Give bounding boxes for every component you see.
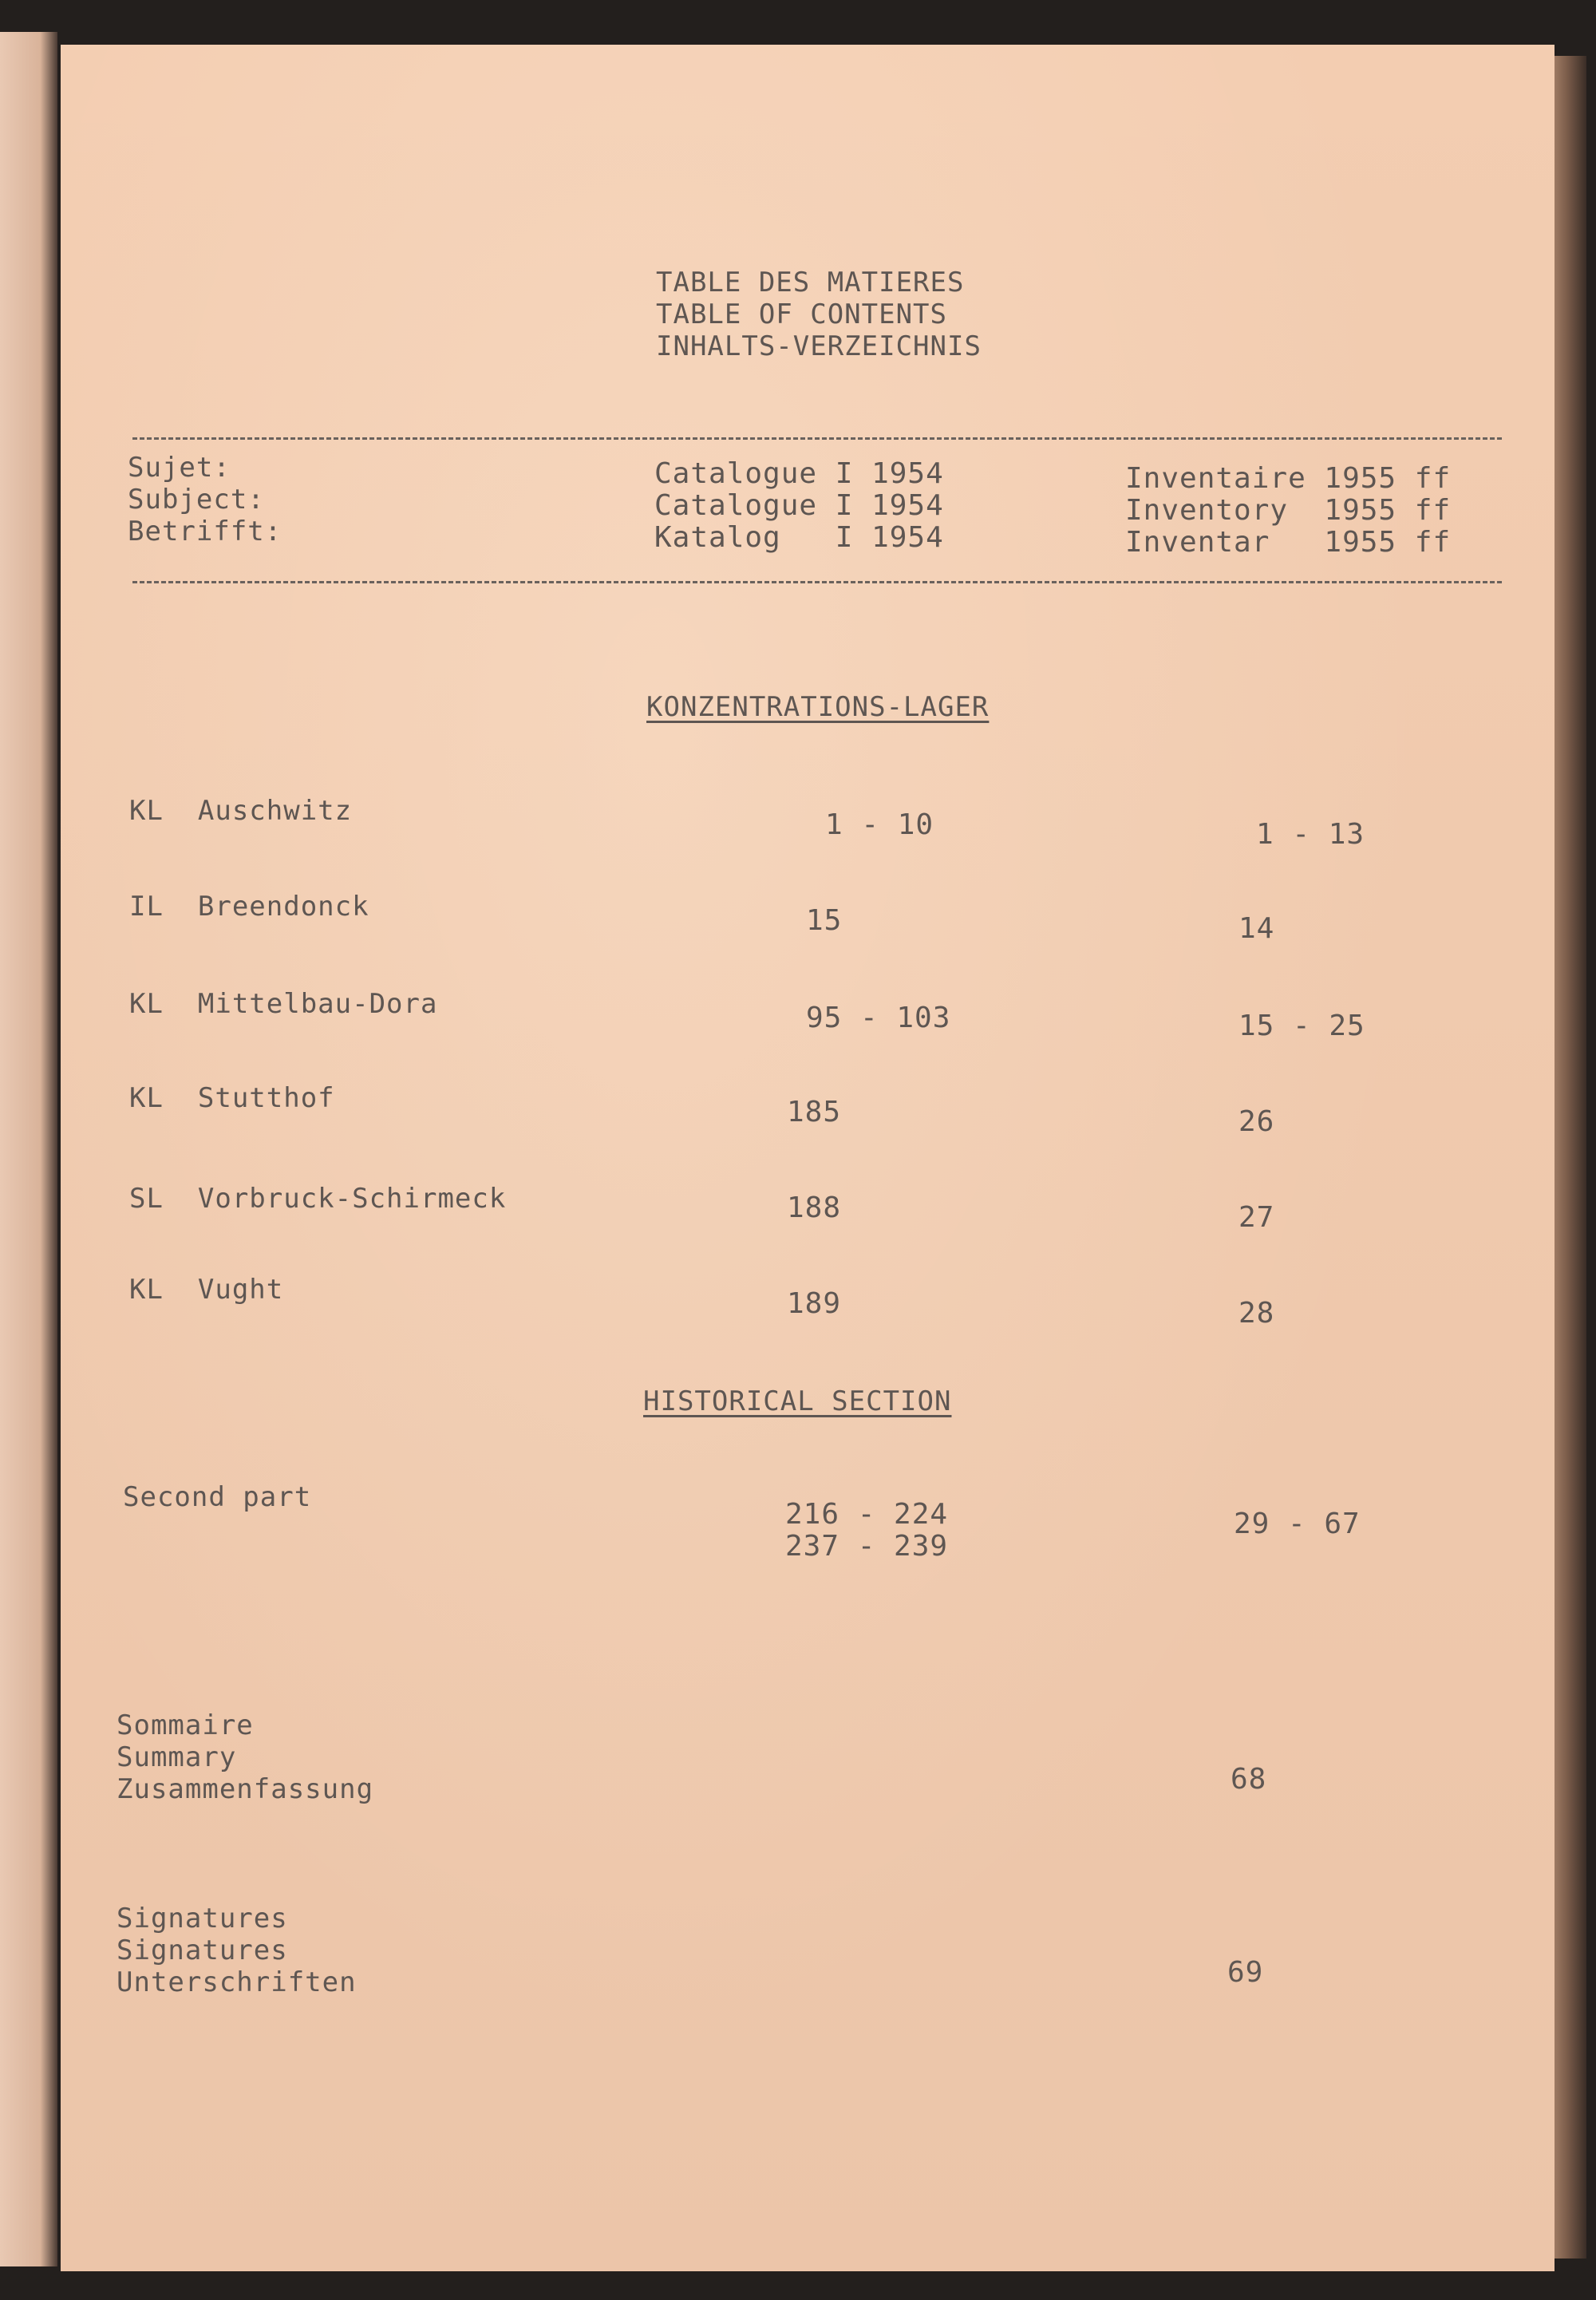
right-page-edge [1555,56,1586,2259]
entry-label: KL Auschwitz [129,795,353,827]
entry-label: KL Mittelbau-Dora [129,988,438,1020]
summary-label-en: Summary [117,1741,237,1773]
header-catalogue-en: Catalogue I 1954 [654,489,944,522]
header-subject-fr: Sujet: [128,452,231,484]
left-page-edge [0,32,57,2266]
summary-label-de: Zusammenfassung [117,1773,374,1805]
entry-catalogue: 189 [787,1287,842,1320]
header-subject-en: Subject: [128,484,265,516]
entry-catalogue-line-1: 216 - 224 [785,1498,949,1531]
signatures-page: 69 [1227,1956,1264,1989]
entry-inventory: 26 [1238,1105,1275,1138]
entry-catalogue: 1 - 10 [825,808,934,841]
header-catalogue-de: Katalog I 1954 [654,521,944,554]
entry-inventory: 27 [1238,1201,1275,1234]
title-line-fr: TABLE DES MATIERES [656,267,965,298]
entry-catalogue: 188 [787,1191,842,1224]
entry-catalogue: 185 [787,1096,842,1128]
entry-catalogue-line-2: 237 - 239 [785,1530,949,1563]
header-rule-top [132,437,1502,440]
entry-label: KL Stutthof [129,1082,335,1114]
entry-inventory: 1 - 13 [1256,818,1365,851]
signatures-label-en: Signatures [117,1934,288,1966]
header-rule-bottom [132,581,1502,583]
header-inventory-de: Inventar 1955 ff [1125,526,1452,559]
entry-inventory: 15 - 25 [1238,1010,1365,1042]
entry-inventory: 28 [1238,1297,1275,1330]
header-catalogue-fr: Catalogue I 1954 [654,457,944,490]
entry-catalogue: 15 [806,904,843,937]
entry-catalogue: 95 - 103 [806,1002,951,1034]
entry-label: Second part [123,1481,312,1513]
title-line-de: INHALTS-VERZEICHNIS [656,330,982,362]
summary-page: 68 [1231,1763,1267,1796]
header-subject-de: Betrifft: [128,516,282,547]
signatures-label-de: Unterschriften [117,1966,357,1998]
signatures-label-fr: Signatures [117,1903,288,1934]
section-heading-konzentrationslager: KONZENTRATIONS-LAGER [646,691,990,723]
entry-inventory: 29 - 67 [1234,1508,1361,1540]
document-page [61,45,1555,2271]
header-inventory-en: Inventory 1955 ff [1125,494,1452,527]
entry-label: KL Vught [129,1274,284,1306]
entry-label: IL Breendonck [129,891,369,923]
summary-label-fr: Sommaire [117,1709,254,1741]
title-line-en: TABLE OF CONTENTS [656,298,947,330]
section-heading-historical: HISTORICAL SECTION [643,1385,952,1417]
header-inventory-fr: Inventaire 1955 ff [1125,462,1452,495]
entry-inventory: 14 [1238,912,1275,945]
entry-label: SL Vorbruck-Schirmeck [129,1183,507,1215]
